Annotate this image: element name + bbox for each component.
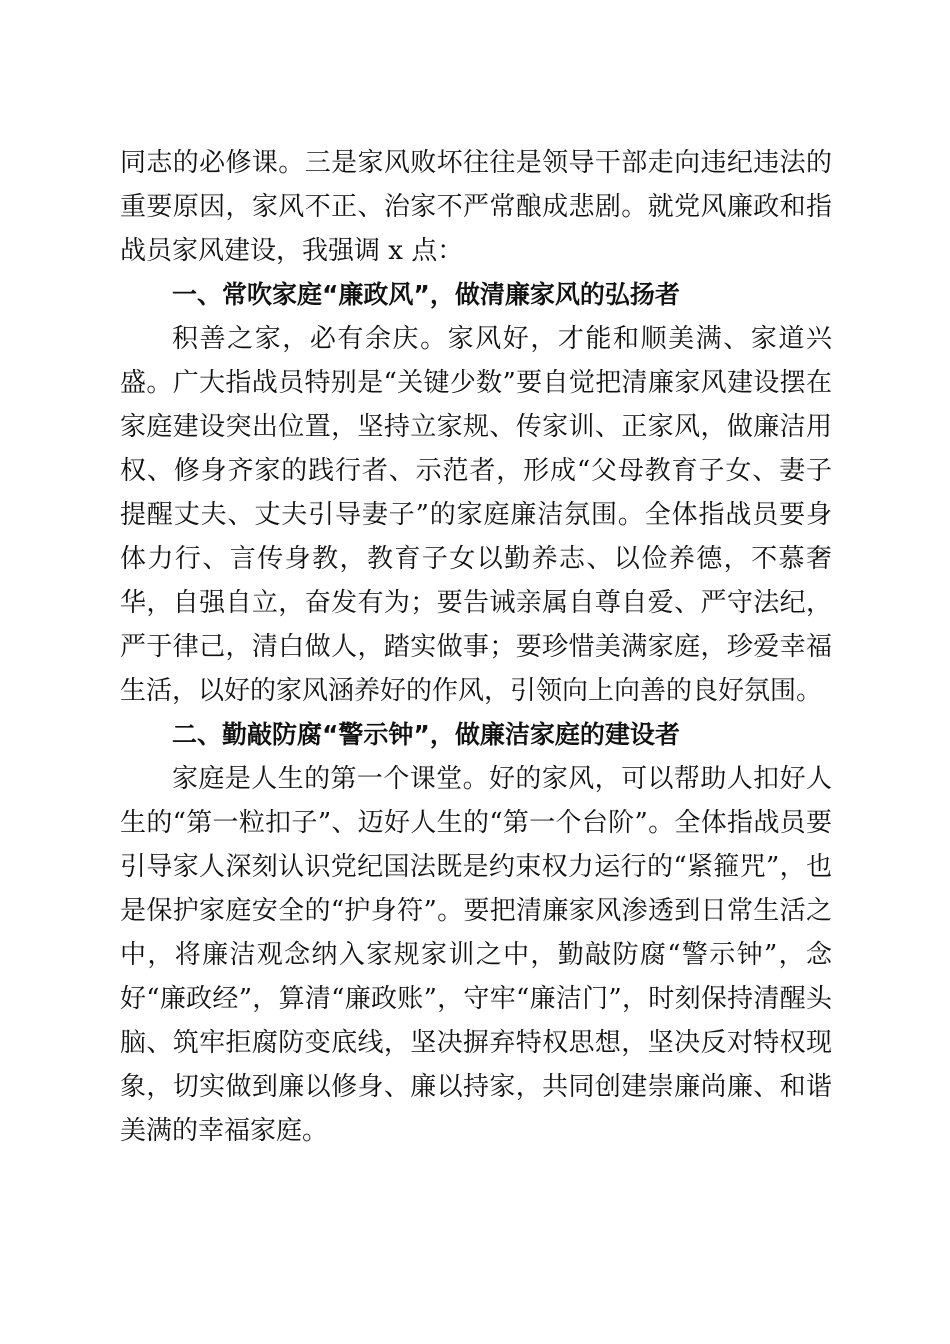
section-heading-2: 二、勤敲防腐“警示钟”，做廉洁家庭的建设者	[172, 720, 680, 749]
intro-paragraph: 同志的必修课。三是家风败坏往往是领导干部走向违纪违法的重要原因，家风不正、治家不严常酿成悲剧。就党风廉政和指战员家风建设，我强调 x 点：	[120, 148, 832, 266]
section-body-1: 积善之家，必有余庆。家风好，才能和顺美满、家道兴盛。广大指战员特别是“关键少数”要自觉把清廉家风建设摆在家庭建设突出位置，坚持立家规、传家训、正家风，做廉洁用权、修身齐家的践行者、示范者，形成“父母教育子女、妻子提醒丈夫、丈夫引导妻子”的家庭廉洁氛围。全体指战员要身体力行、言传身教，教育子女以勤养志、以俭养德，不慕奢华，自强自立，奋发有为；要告诫亲属自尊自爱、严守法纪，严于律己，清白做人，踏实做事；要珍惜美满家庭，珍爱幸福生活，以好的家风涵养好的作风，引领向上向善的良好氛围。	[120, 324, 832, 706]
document-body	[120, 141, 832, 1153]
section-body-2: 家庭是人生的第一个课堂。好的家风，可以帮助人扣好人生的“第一粒扣子”、迈好人生的“第一个台阶”。全体指战员要引导家人深刻认识党纪国法既是约束权力运行的“紧箍咒”，也是保护家庭安全的“护身符”。要把清廉家风渗透到日常生活之中，将廉洁观念纳入家规家训之中，勤敲防腐“警示钟”，念好“廉政经”，算清“廉政账”，守牢“廉洁门”，时刻保持清醒头脑、筑牢拒腐防变底线，坚决摒弃特权思想，坚决反对特权现象，切实做到廉以修身、廉以持家，共同创建崇廉尚廉、和谐美满的幸福家庭。	[120, 764, 832, 1146]
section-heading-1: 一、常吹家庭“廉政风”，做清廉家风的弘扬者	[172, 280, 680, 309]
